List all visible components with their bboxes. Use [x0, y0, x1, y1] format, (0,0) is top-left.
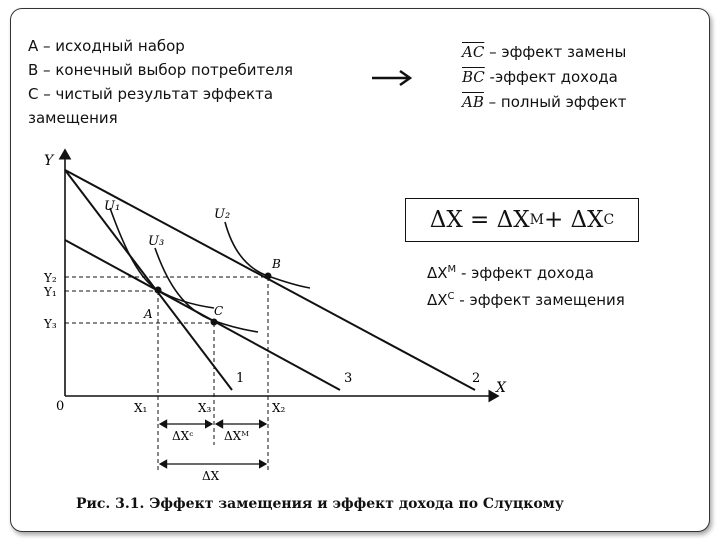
- legend-c: С – чистый результат эффекта: [28, 85, 274, 103]
- dx-label: ΔX: [202, 469, 220, 483]
- point-a-marker: [155, 287, 162, 294]
- formula-sup-m: M: [529, 212, 544, 228]
- u2-label: U₂: [214, 207, 231, 222]
- segment-ab: $\overline{AB}$: [462, 93, 484, 111]
- x-axis-label: X: [496, 380, 506, 396]
- point-b-label: B: [272, 257, 281, 271]
- budget-line-1: [65, 170, 232, 390]
- delta-c-sup: C: [447, 291, 455, 302]
- delta-c-base: ΔX: [427, 291, 448, 309]
- segment-ac: $\overline{AC}$: [462, 43, 485, 61]
- segment-ab-text: – полный эффект: [483, 93, 627, 111]
- line-2-label: 2: [472, 371, 481, 386]
- formula-mid: + ΔX: [543, 207, 604, 233]
- delta-m-sup: M: [447, 264, 457, 275]
- formula-lhs: ΔX = ΔX: [429, 207, 530, 233]
- dxc-label: ΔXᶜ: [172, 429, 194, 443]
- delta-c-text: - эффект замещения: [454, 291, 625, 309]
- dxm-label: ΔXᴹ: [224, 429, 249, 443]
- y2-label: Y₂: [44, 271, 57, 285]
- delta-m-text: - эффект дохода: [456, 264, 594, 282]
- y3-label: Y₃: [44, 317, 57, 331]
- point-b-marker: [265, 273, 272, 280]
- legend-c-cont: замещения: [28, 109, 118, 127]
- legend-a: А – исходный набор: [28, 37, 185, 55]
- point-a-label: A: [144, 307, 153, 321]
- segment-bc-text: -эффект дохода: [484, 68, 618, 86]
- origin-label: 0: [56, 399, 65, 414]
- u1-label: U₁: [104, 199, 121, 214]
- x1-label: X₁: [134, 401, 148, 415]
- point-c-label: C: [214, 304, 224, 318]
- budget-line-2: [65, 170, 475, 390]
- x2-label: X₂: [272, 401, 286, 415]
- u3-label: U₃: [148, 234, 165, 249]
- x3-label: X₃: [198, 401, 212, 415]
- curve-u3: [155, 248, 258, 332]
- y1-label: Y₁: [44, 285, 57, 299]
- segment-ac-text: – эффект замены: [484, 43, 627, 61]
- figure-caption: Рис. 3.1. Эффект замещения и эффект дохода по Слуцкому: [76, 496, 564, 512]
- line-3-label: 3: [344, 371, 353, 386]
- delta-m-base: ΔX: [427, 264, 448, 282]
- formula-sup-c: C: [603, 212, 615, 228]
- segment-bc: $\overline{BC}$: [462, 68, 485, 86]
- point-c-marker: [211, 319, 218, 326]
- y-axis-label: Y: [44, 153, 54, 169]
- legend-b: В – конечный выбор потребителя: [28, 61, 294, 79]
- line-1-label: 1: [236, 371, 245, 386]
